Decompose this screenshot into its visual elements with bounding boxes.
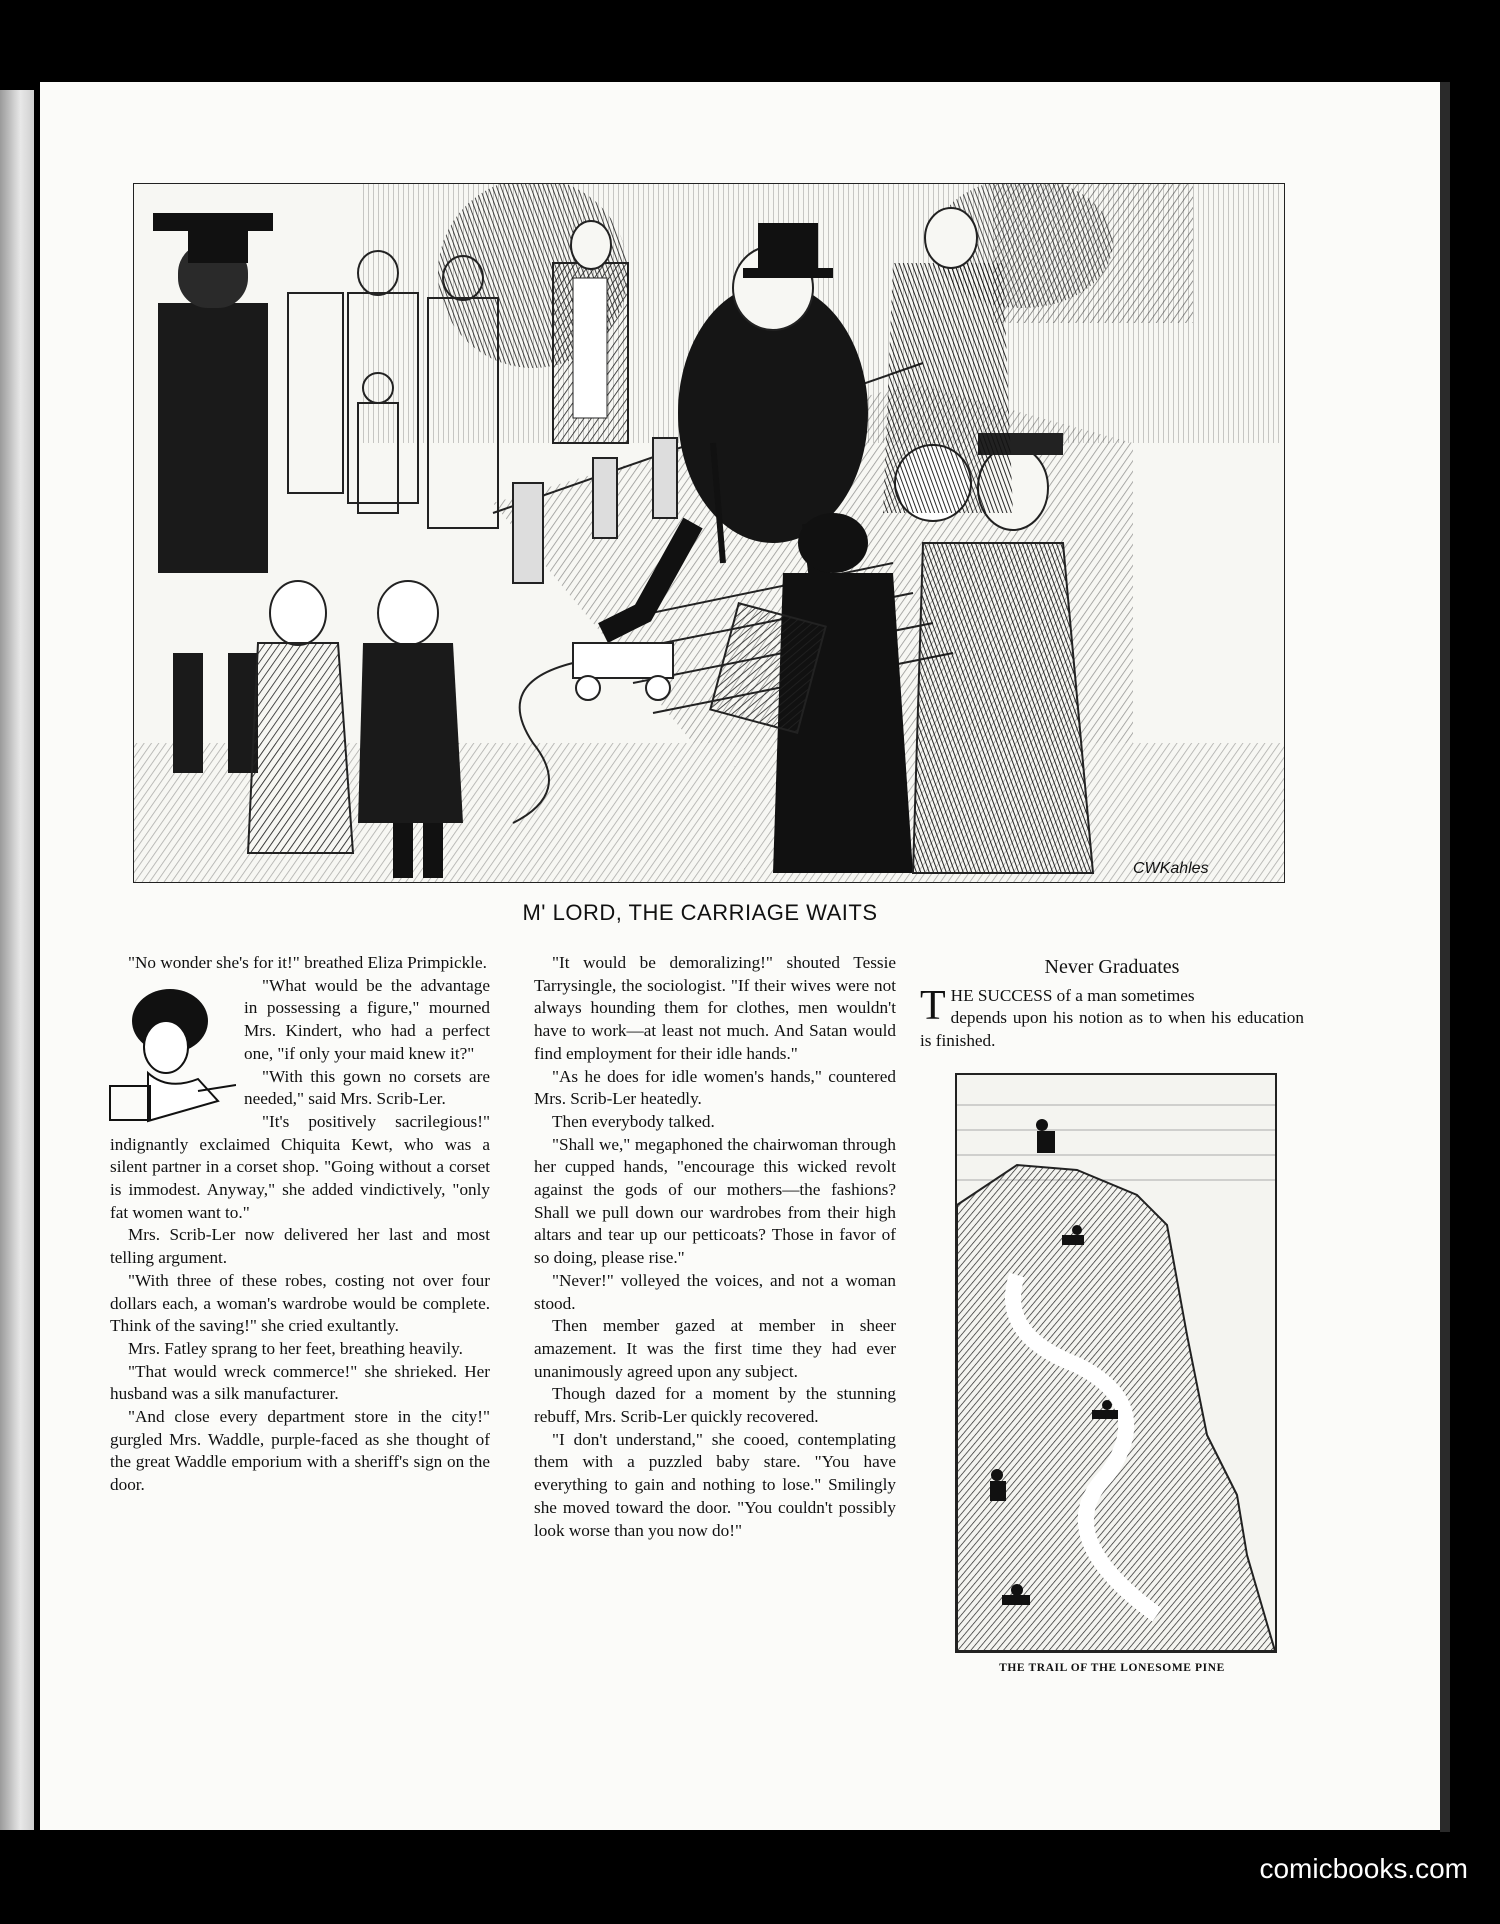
paragraph: "As he does for idle women's hands," countered Mrs. Scrib-Ler heatedly. — [534, 1066, 896, 1109]
paragraph: Mrs. Scrib-Ler now delivered her last and most telling argument. — [110, 1225, 490, 1268]
sidebar-body — [920, 982, 1304, 1053]
page-shadow-edge — [1440, 82, 1450, 1832]
drop-cap: T — [920, 982, 946, 1029]
paragraph: "That would wreck commerce!" she shrieked. Her husband was a silk manufacturer. — [110, 1361, 490, 1404]
paragraph: "With this gown no corsets are needed," said Mrs. Scrib-Ler. — [244, 1066, 490, 1109]
paragraph: "No wonder she's for it!" breathed Eliza Primpickle. — [128, 953, 487, 972]
paragraph: Though dazed for a moment by the stunning rebuff, Mrs. Scrib-Ler quickly recovered. — [534, 1384, 896, 1427]
article-column-1 — [110, 952, 490, 1497]
paragraph: "And close every department store in the city!" gurgled Mrs. Waddle, purple-faced as she thought of the great Waddle emporium with a sheriff's sign on the door. — [110, 1407, 490, 1495]
lonesome-pine-cartoon — [955, 1073, 1277, 1653]
paragraph: "Shall we," megaphoned the chairwoman through her cupped hands, "encourage this wicked revolt against the gods of our mothers—the fashions? Shall we pull down our wardrobes from their high altars and tear up our petticoats? Those in favor of so doing, please rise." — [534, 1134, 896, 1268]
artist-signature: CWKahles — [1133, 860, 1209, 877]
paragraph: "I don't understand," she cooed, contemplating them with a puzzled baby stare. "You have everything to gain and nothing to lose." Smilingly she moved toward the door. "You couldn't possibly look worse than you now do!" — [534, 1429, 896, 1540]
paragraph: "What would be the advantage in possessing a figure," mourned Mrs. Kindert, who had a perfect one, "if only your maid knew it?" — [244, 975, 490, 1063]
sidebar-line-2: depends upon his notion as to when his education is finished. — [920, 1008, 1304, 1051]
sidebar-column — [920, 952, 1304, 1053]
paragraph: Then everybody talked. — [552, 1111, 715, 1131]
paragraph: "It would be demoralizing!" shouted Tessie Tarrysingle, the sociologist. "If their wives were not always hounding them for clothes, men wouldn't have to work—at least not much. And Satan would find employment for their idle hands." — [534, 953, 896, 1063]
illustration-caption: M' LORD, THE CARRIAGE WAITS — [522, 900, 878, 925]
sidebar-title: Never Graduates — [1044, 956, 1180, 978]
watermark: comicbooks.com — [1259, 1853, 1468, 1884]
paragraph: Then member gazed at member in sheer amazement. It was the first time they had ever unanimously agreed upon any subject. — [534, 1316, 896, 1381]
page-binding-edge — [0, 90, 34, 1830]
paragraph: Mrs. Fatley sprang to her feet, breathing heavily. — [128, 1338, 463, 1358]
paragraph: "With three of these robes, costing not over four dollars each, a woman's wardrobe would be complete. Think of the saving!" she cried exultantly. — [110, 1270, 490, 1336]
main-illustration — [133, 183, 1285, 883]
woman-portrait-cartoon — [108, 981, 236, 1127]
paragraph: "It's positively sacrilegious!" indignantly exclaimed Chiquita Kewt, who was a silent partner in a corset shop. "Going without a corset is immodest. Anyway," she added vindictively, "only fat women want to." — [110, 1111, 490, 1222]
sidebar-line-1: HE SUCCESS of a man sometimes — [950, 985, 1195, 1005]
paragraph: "Never!" volleyed the voices, and not a woman stood. — [534, 1270, 896, 1313]
article-column-2 — [534, 952, 896, 1542]
cartoon-caption: THE TRAIL OF THE LONESOME PINE — [999, 1662, 1225, 1674]
